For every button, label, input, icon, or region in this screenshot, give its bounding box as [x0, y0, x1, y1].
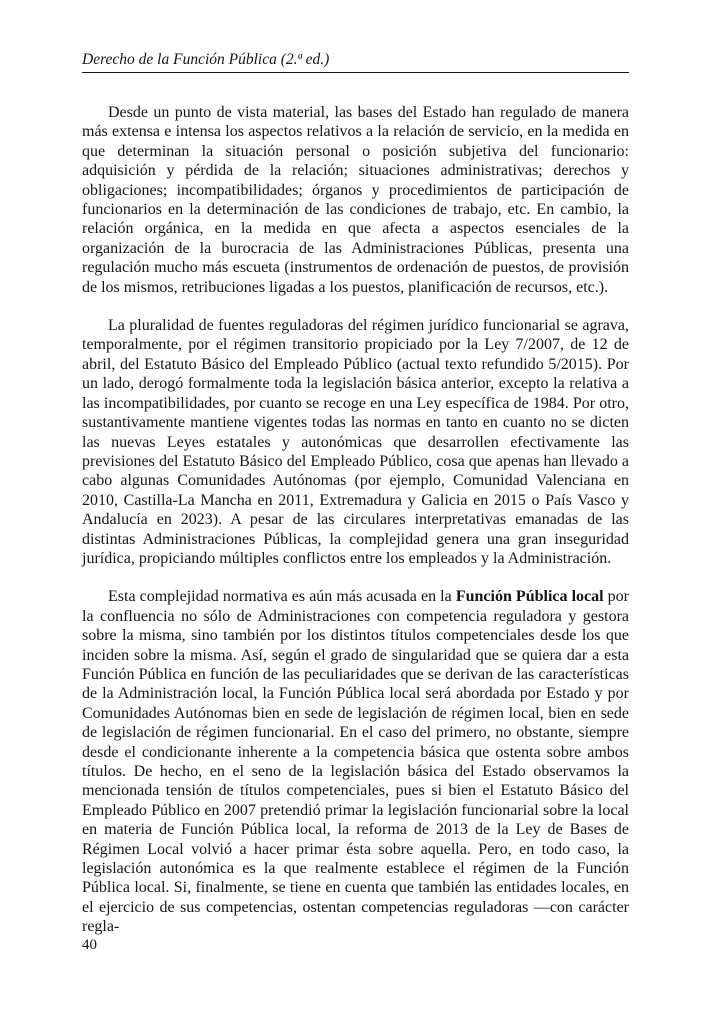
paragraph-3-start: Esta complejidad normativa es aún más acusada en la: [108, 588, 456, 606]
paragraph-1: Desde un punto de vista material, las bases del Estado han regulado de manera más extensa e intensa los aspectos relativos a la relación de servicio, en la medida en que determinan la situación personal o posición subjetiva del funcionario: adquisición y pérdida de la relación; situaciones administrativas; derechos y obligaciones; incompatibilidades; órganos y procedimientos de participación de funcionarios en la determinación de las condiciones de trabajo, etc. En cambio, la relación orgánica, en la medida en que afecta a aspectos esenciales de la organización de la burocracia de las Administraciones Públicas, presenta una regulación mucho más escueta (instrumentos de ordenación de puestos, de provisión de los mismos, retribuciones ligadas a los puestos, planificación de recursos, etc.).: [82, 104, 629, 296]
page-number: 40: [82, 937, 97, 953]
paragraph-2: La pluralidad de fuentes reguladoras del régimen jurídico funcionarial se agrava, temporalmente, por el régimen transitorio propiciado por la Ley 7/2007, de 12 de abril, del Estatuto Básico del Empleado Público (actual texto refundido 5/2015). Por un lado, derogó formalmente toda la legislación básica anterior, excepto la relativa a las incompatibilidades, por cuanto se recoge en una Ley específica de 1984. Por otro, sustantivamente mantiene vigentes todas las normas en tanto en cuanto no se dicten las nuevas Leyes estatales y autonómicas que desarrollen efectivamente las previsiones del Estatuto Básico del Empleado Público, cosa que apenas han llevado a cabo algunas Comunidades Autónomas (por ejemplo, Comunidad Valenciana en 2010, Castilla-La Mancha en 2011, Extremadura y Galicia en 2015 o País Vasco y Andalucía en 2023). A pesar de las circulares interpretativas emanadas de las distintas Administraciones Públicas, la complejidad genera una gran inseguridad jurídica, propiciando múltiples conflictos entre los empleados y la Administración.: [82, 317, 629, 567]
paragraph-3: [82, 587, 629, 936]
paragraph-3-bold-term: Función Pública local: [455, 588, 604, 606]
paragraph-3-rest: por la confluencia no sólo de Administraciones con competencia reguladora y gestora sobre la misma, sino también por los distintos títulos competenciales desde los que inciden sobre la misma. Así, según el grado de singularidad que se quiera dar a esta Función Pública en función de las peculiaridades que se derivan de las características de la Administración local, la Función Pública local será abordada por Estado y por Comunidades Autónomas bien en sede de legislación de régimen local, bien en sede de legislación de régimen funcionarial. En el caso del primero, no obstante, siempre desde el condicionante inherente a la competencia básica que ostenta sobre ambos títulos. De hecho, en el seno de la legislación básica del Estado observamos la mencionada tensión de títulos competenciales, pues si bien el Estatuto Básico del Empleado Público en 2007 pretendió primar la legislación funcionarial sobre la local en materia de Función Pública local, la reforma de 2013 de la Ley de Bases de Régimen Local volvió a hacer primar ésta sobre aquella. Pero, en todo caso, la legislación autonómica es la que realmente establece el régimen de la Función Pública local. Si, finalmente, se tiene en cuenta que también las entidades locales, en el ejercicio de sus competencias, ostentan competencias reguladoras —con carácter regla-: [82, 588, 630, 936]
body-text: [82, 103, 629, 937]
running-header: Derecho de la Función Pública (2.ª ed.): [82, 50, 629, 73]
